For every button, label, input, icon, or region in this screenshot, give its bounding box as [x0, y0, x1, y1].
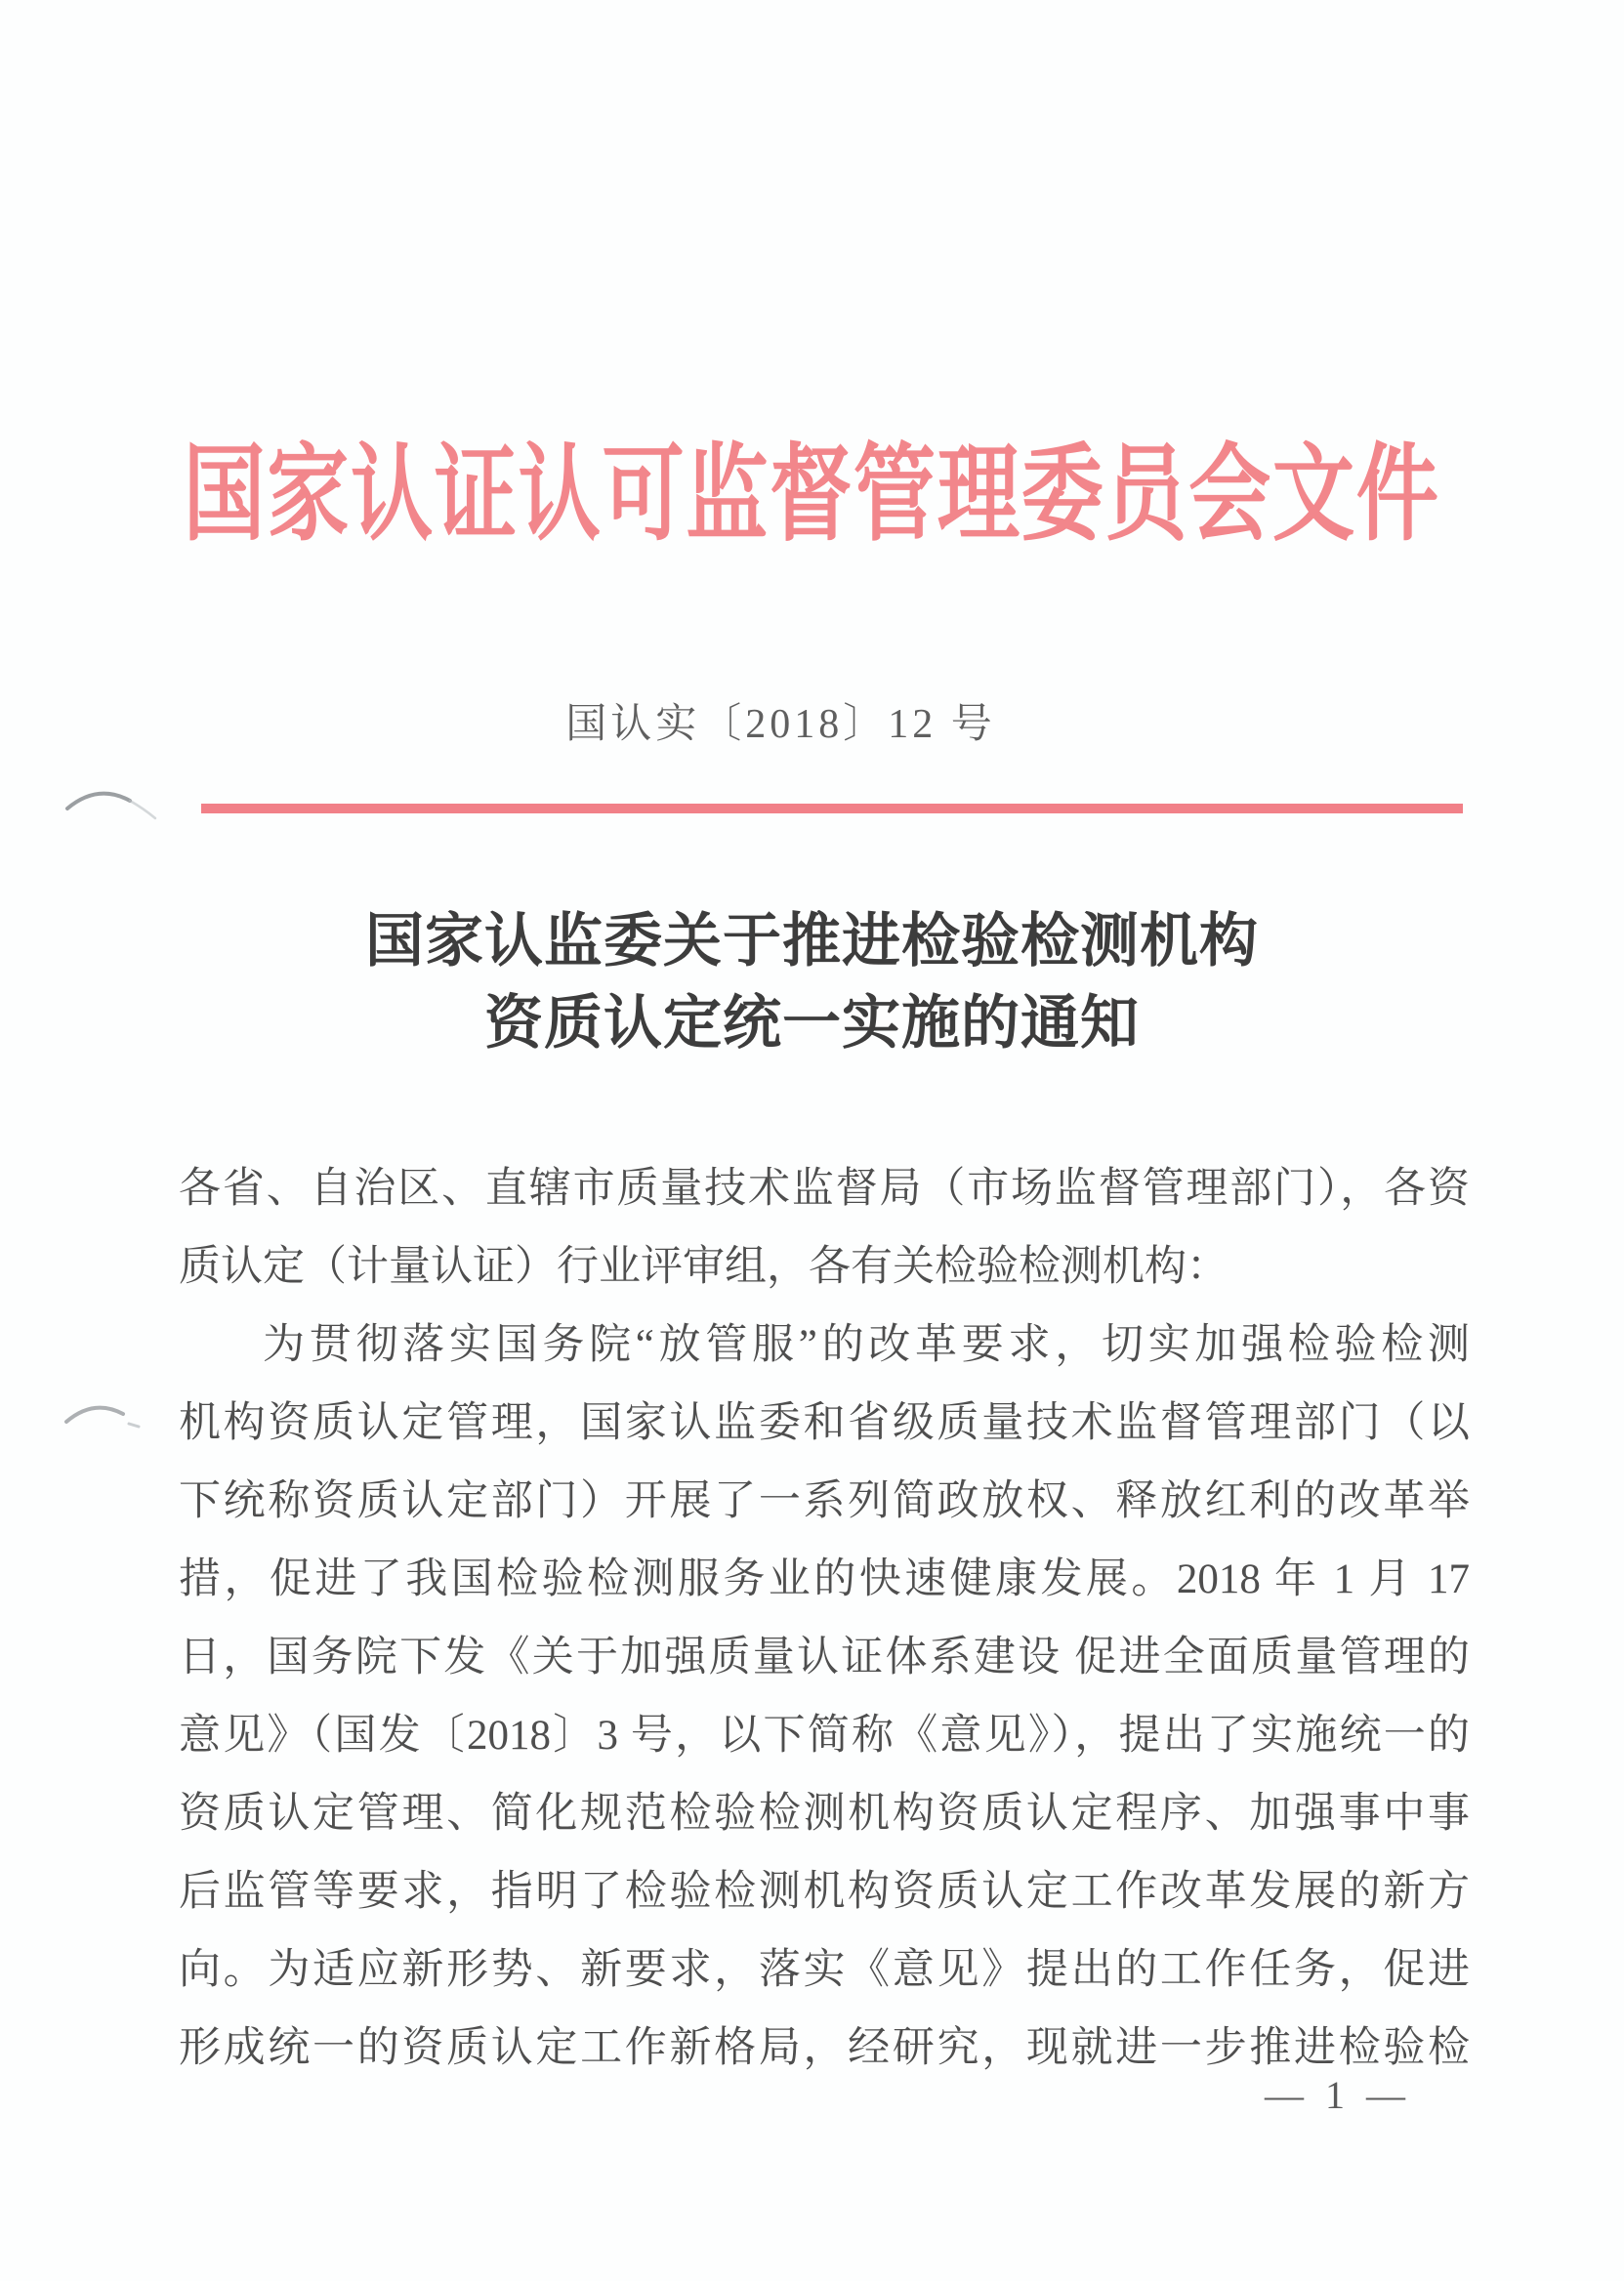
document-title-line1: 国家认监委关于推进检验检测机构 [365, 909, 1259, 974]
body-line: 为贯彻落实国务院“放管服”的改革要求，切实加强检验检测 [263, 1322, 1470, 1368]
body-line: 各省、自治区、直辖市质量技术监督局（市场监督管理部门），各资 [179, 1166, 1470, 1212]
pen-mark-artifact [54, 771, 161, 850]
body-line: 下统称资质认定部门）开展了一系列简政放权、释放红利的改革举 [179, 1478, 1470, 1524]
body-line: 措，促进了我国检验检测服务业的快速健康发展。2018 年 1 月 17 [179, 1556, 1470, 1602]
body-line: 意见》（国发〔2018〕3 号，以下简称《意见》），提出了实施统一的 [179, 1713, 1470, 1759]
body-line: 资质认定管理、简化规范检验检测机构资质认定程序、加强事中事 [179, 1791, 1470, 1837]
page-number: — 1 — [1265, 2073, 1411, 2117]
body-line: 形成统一的资质认定工作新格局，经研究，现就进一步推进检验检 [179, 2025, 1470, 2071]
body-line: 机构资质认定管理，国家认监委和省级质量技术监督管理部门（以 [179, 1400, 1470, 1446]
document-number: 国认实〔2018〕12 号 [565, 702, 996, 747]
body-text [179, 1150, 1470, 2088]
body-line: 日，国务院下发《关于加强质量认证体系建设 促进全面质量管理的 [179, 1635, 1470, 1680]
document-title [0, 900, 1624, 1064]
body-line: 后监管等要求，指明了检验检测机构资质认定工作改革发展的新方 [179, 1869, 1470, 1915]
document-title-line2: 资质认定统一实施的通知 [484, 991, 1140, 1056]
agency-header-title: 国家认证认可监督管理委员会文件 [183, 437, 1440, 554]
pen-mark-artifact [51, 1387, 158, 1455]
body-line: 向。为适应新形势、新要求，落实《意见》提出的工作任务，促进 [179, 1947, 1470, 1993]
red-divider-rule [201, 804, 1463, 813]
body-line: 质认定（计量认证）行业评审组，各有关检验检测机构： [179, 1244, 1228, 1290]
agency-header [0, 437, 1624, 585]
